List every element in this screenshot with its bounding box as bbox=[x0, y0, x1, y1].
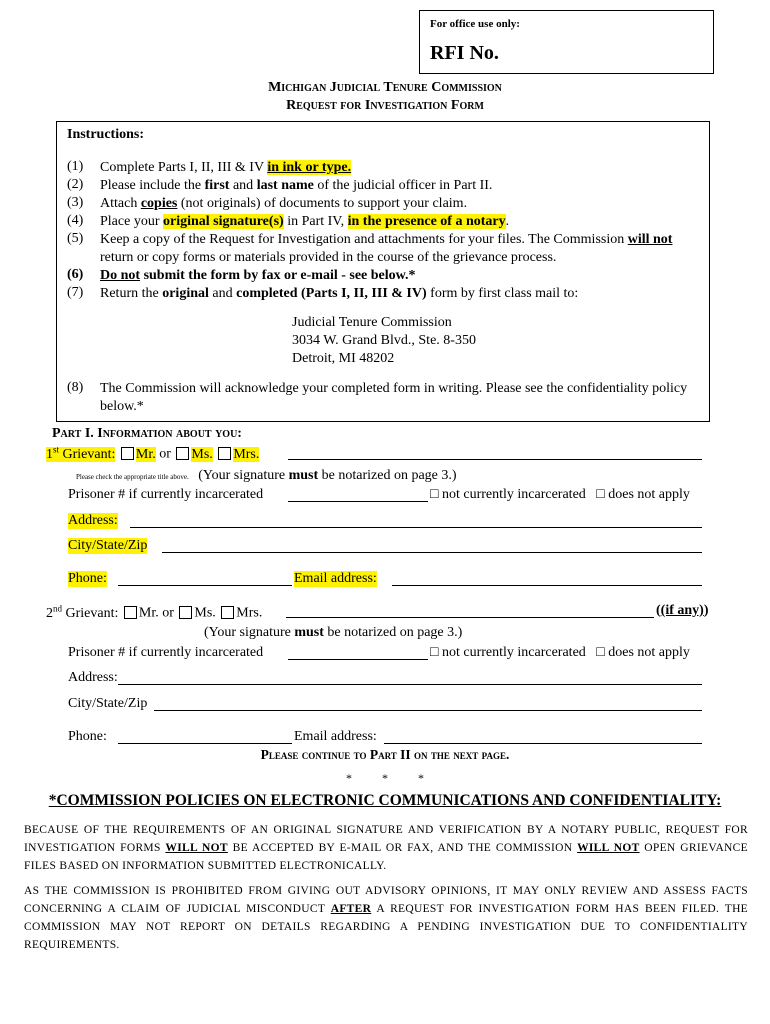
instruction-number: (4) bbox=[67, 213, 84, 228]
mr-checkbox-2[interactable] bbox=[124, 606, 137, 619]
instruction-number: (2) bbox=[67, 177, 84, 192]
prisoner-label-2: Prisoner # if currently incarcerated bbox=[68, 645, 264, 660]
grievant2-name-field[interactable] bbox=[286, 617, 654, 618]
not-incarcerated-checkbox-2[interactable]: □ bbox=[430, 645, 439, 660]
instruction-number: (3) bbox=[67, 195, 84, 210]
incarceration-options-2: □ not currently incarcerated □ does not apply bbox=[430, 645, 690, 660]
phone-field-2[interactable] bbox=[118, 743, 292, 744]
email-label-2: Email address: bbox=[294, 729, 377, 744]
part1-heading: Part I. Information about you: bbox=[52, 426, 242, 441]
instruction-7: Return the original and completed (Parts I, II, III & IV) form by first class mail to: bbox=[100, 286, 579, 301]
city-label-2: City/State/Zip bbox=[68, 696, 148, 711]
instruction-3: Attach copies (not originals) of documents to support your claim. bbox=[100, 196, 468, 211]
prisoner-number-field-2[interactable] bbox=[288, 659, 428, 660]
if-any-label: ((if any)) bbox=[656, 603, 709, 618]
signature-note-2: (Your signature must be notarized on page 3.) bbox=[204, 625, 463, 640]
rfi-number-label: RFI No. bbox=[430, 42, 499, 64]
instruction-4: Place your original signature(s) in Part IV, in the presence of a notary. bbox=[100, 214, 510, 229]
phone-field-1[interactable] bbox=[118, 585, 292, 586]
ms-checkbox-2[interactable] bbox=[179, 606, 192, 619]
instruction-number: (7) bbox=[67, 285, 84, 300]
ms-checkbox[interactable] bbox=[176, 447, 189, 460]
email-field-2[interactable] bbox=[384, 743, 702, 744]
mailing-address-street: 3034 W. Grand Blvd., Ste. 8-350 bbox=[292, 333, 476, 348]
grievant2-title-row: 2nd Grievant: Mr. or Ms. Mrs. bbox=[46, 603, 263, 621]
instruction-1: Complete Parts I, II, III & IV in ink or type. bbox=[100, 160, 352, 175]
email-field-1[interactable] bbox=[392, 585, 702, 586]
city-field-1[interactable] bbox=[162, 552, 702, 553]
form-title-line1: Michigan Judicial Tenure Commission bbox=[268, 80, 502, 95]
mrs-checkbox[interactable] bbox=[218, 447, 231, 460]
grievant2-label: 2nd Grievant: bbox=[46, 603, 119, 621]
instruction-5: Keep a copy of the Request for Investigation and attachments for your files. The Commission will not return or copy forms or materials provided in the course of the grievance process. bbox=[100, 232, 673, 265]
instruction-6: Do not submit the form by fax or e-mail - see below.* bbox=[100, 268, 416, 283]
city-label-1: City/State/Zip bbox=[68, 538, 148, 553]
mr-checkbox[interactable] bbox=[121, 447, 134, 460]
mailing-address-name: Judicial Tenure Commission bbox=[292, 315, 452, 330]
address-label-2: Address: bbox=[68, 670, 118, 685]
prisoner-label-1: Prisoner # if currently incarcerated bbox=[68, 487, 264, 502]
instruction-number: (8) bbox=[67, 380, 84, 395]
section-separator: * * * bbox=[346, 771, 424, 785]
grievant1-name-field[interactable] bbox=[288, 459, 702, 460]
phone-label-1: Phone: bbox=[68, 571, 107, 586]
policy-title: *COMMISSION POLICIES ON ELECTRONIC COMMUNICATIONS AND CONFIDENTIALITY: bbox=[48, 792, 722, 809]
form-title-line2: Request for Investigation Form bbox=[286, 98, 484, 113]
incarceration-options-1: □ not currently incarcerated □ does not apply bbox=[430, 487, 690, 502]
instruction-8: The Commission will acknowledge your completed form in writing. Please see the confidentiality policy below.* bbox=[100, 381, 688, 414]
not-incarcerated-checkbox[interactable]: □ bbox=[430, 487, 439, 502]
continue-note: Please continue to Part II on the next page. bbox=[260, 747, 510, 762]
instruction-number: (1) bbox=[67, 159, 84, 174]
signature-note-row: Please check the appropriate title above. (Your signature must be notarized on page 3.) bbox=[76, 468, 457, 483]
phone-label-2: Phone: bbox=[68, 729, 107, 744]
instruction-2: Please include the first and last name of the judicial officer in Part II. bbox=[100, 178, 493, 193]
office-use-label: For office use only: bbox=[430, 18, 520, 30]
mrs-checkbox-2[interactable] bbox=[221, 606, 234, 619]
instruction-number: (5) bbox=[67, 231, 84, 246]
does-not-apply-checkbox-2[interactable]: □ bbox=[596, 645, 605, 660]
address-label-1: Address: bbox=[68, 513, 118, 528]
policy-paragraph-1: BECAUSE OF THE REQUIREMENTS OF AN ORIGINAL SIGNATURE AND VERIFICATION BY A NOTARY PUBLIC, REQUEST FOR INVESTIGATION FORMS WILL NOT BE ACCEPTED BY E-MAIL OR FAX, AND THE COMMISSION WILL NOT OPEN GRIEVANCE FILES BASED ON INFORMATION SUBMITTED ELECTRONICALLY. bbox=[24, 824, 748, 872]
instructions-heading: Instructions: bbox=[67, 127, 145, 142]
instruction-number: (6) bbox=[67, 267, 84, 282]
prisoner-number-field-1[interactable] bbox=[288, 501, 428, 502]
address-field-2[interactable] bbox=[118, 684, 702, 685]
policy-paragraph-2: AS THE COMMISSION IS PROHIBITED FROM GIVING OUT ADVISORY OPINIONS, IT MAY ONLY REVIEW AND ASSESS FACTS CONCERNING A CLAIM OF JUDICIAL MISCONDUCT AFTER A REQUEST FOR INVESTIGATION FORM HAS BEEN FILED. THE COMMISSION MAY NOT REPORT ON DETAILS REGARDING A PENDING INVESTIGATION DUE TO CONFIDENTIALITY REQUIREMENTS. bbox=[24, 885, 748, 951]
mailing-address-city: Detroit, MI 48202 bbox=[292, 351, 395, 366]
grievant1-label: 1st Grievant: bbox=[46, 444, 116, 462]
city-field-2[interactable] bbox=[154, 710, 702, 711]
address-field-1[interactable] bbox=[130, 527, 702, 528]
does-not-apply-checkbox[interactable]: □ bbox=[596, 487, 605, 502]
grievant1-title-row: 1st Grievant: Mr. or Ms. Mrs. bbox=[46, 444, 260, 462]
email-label-1: Email address: bbox=[294, 571, 377, 586]
